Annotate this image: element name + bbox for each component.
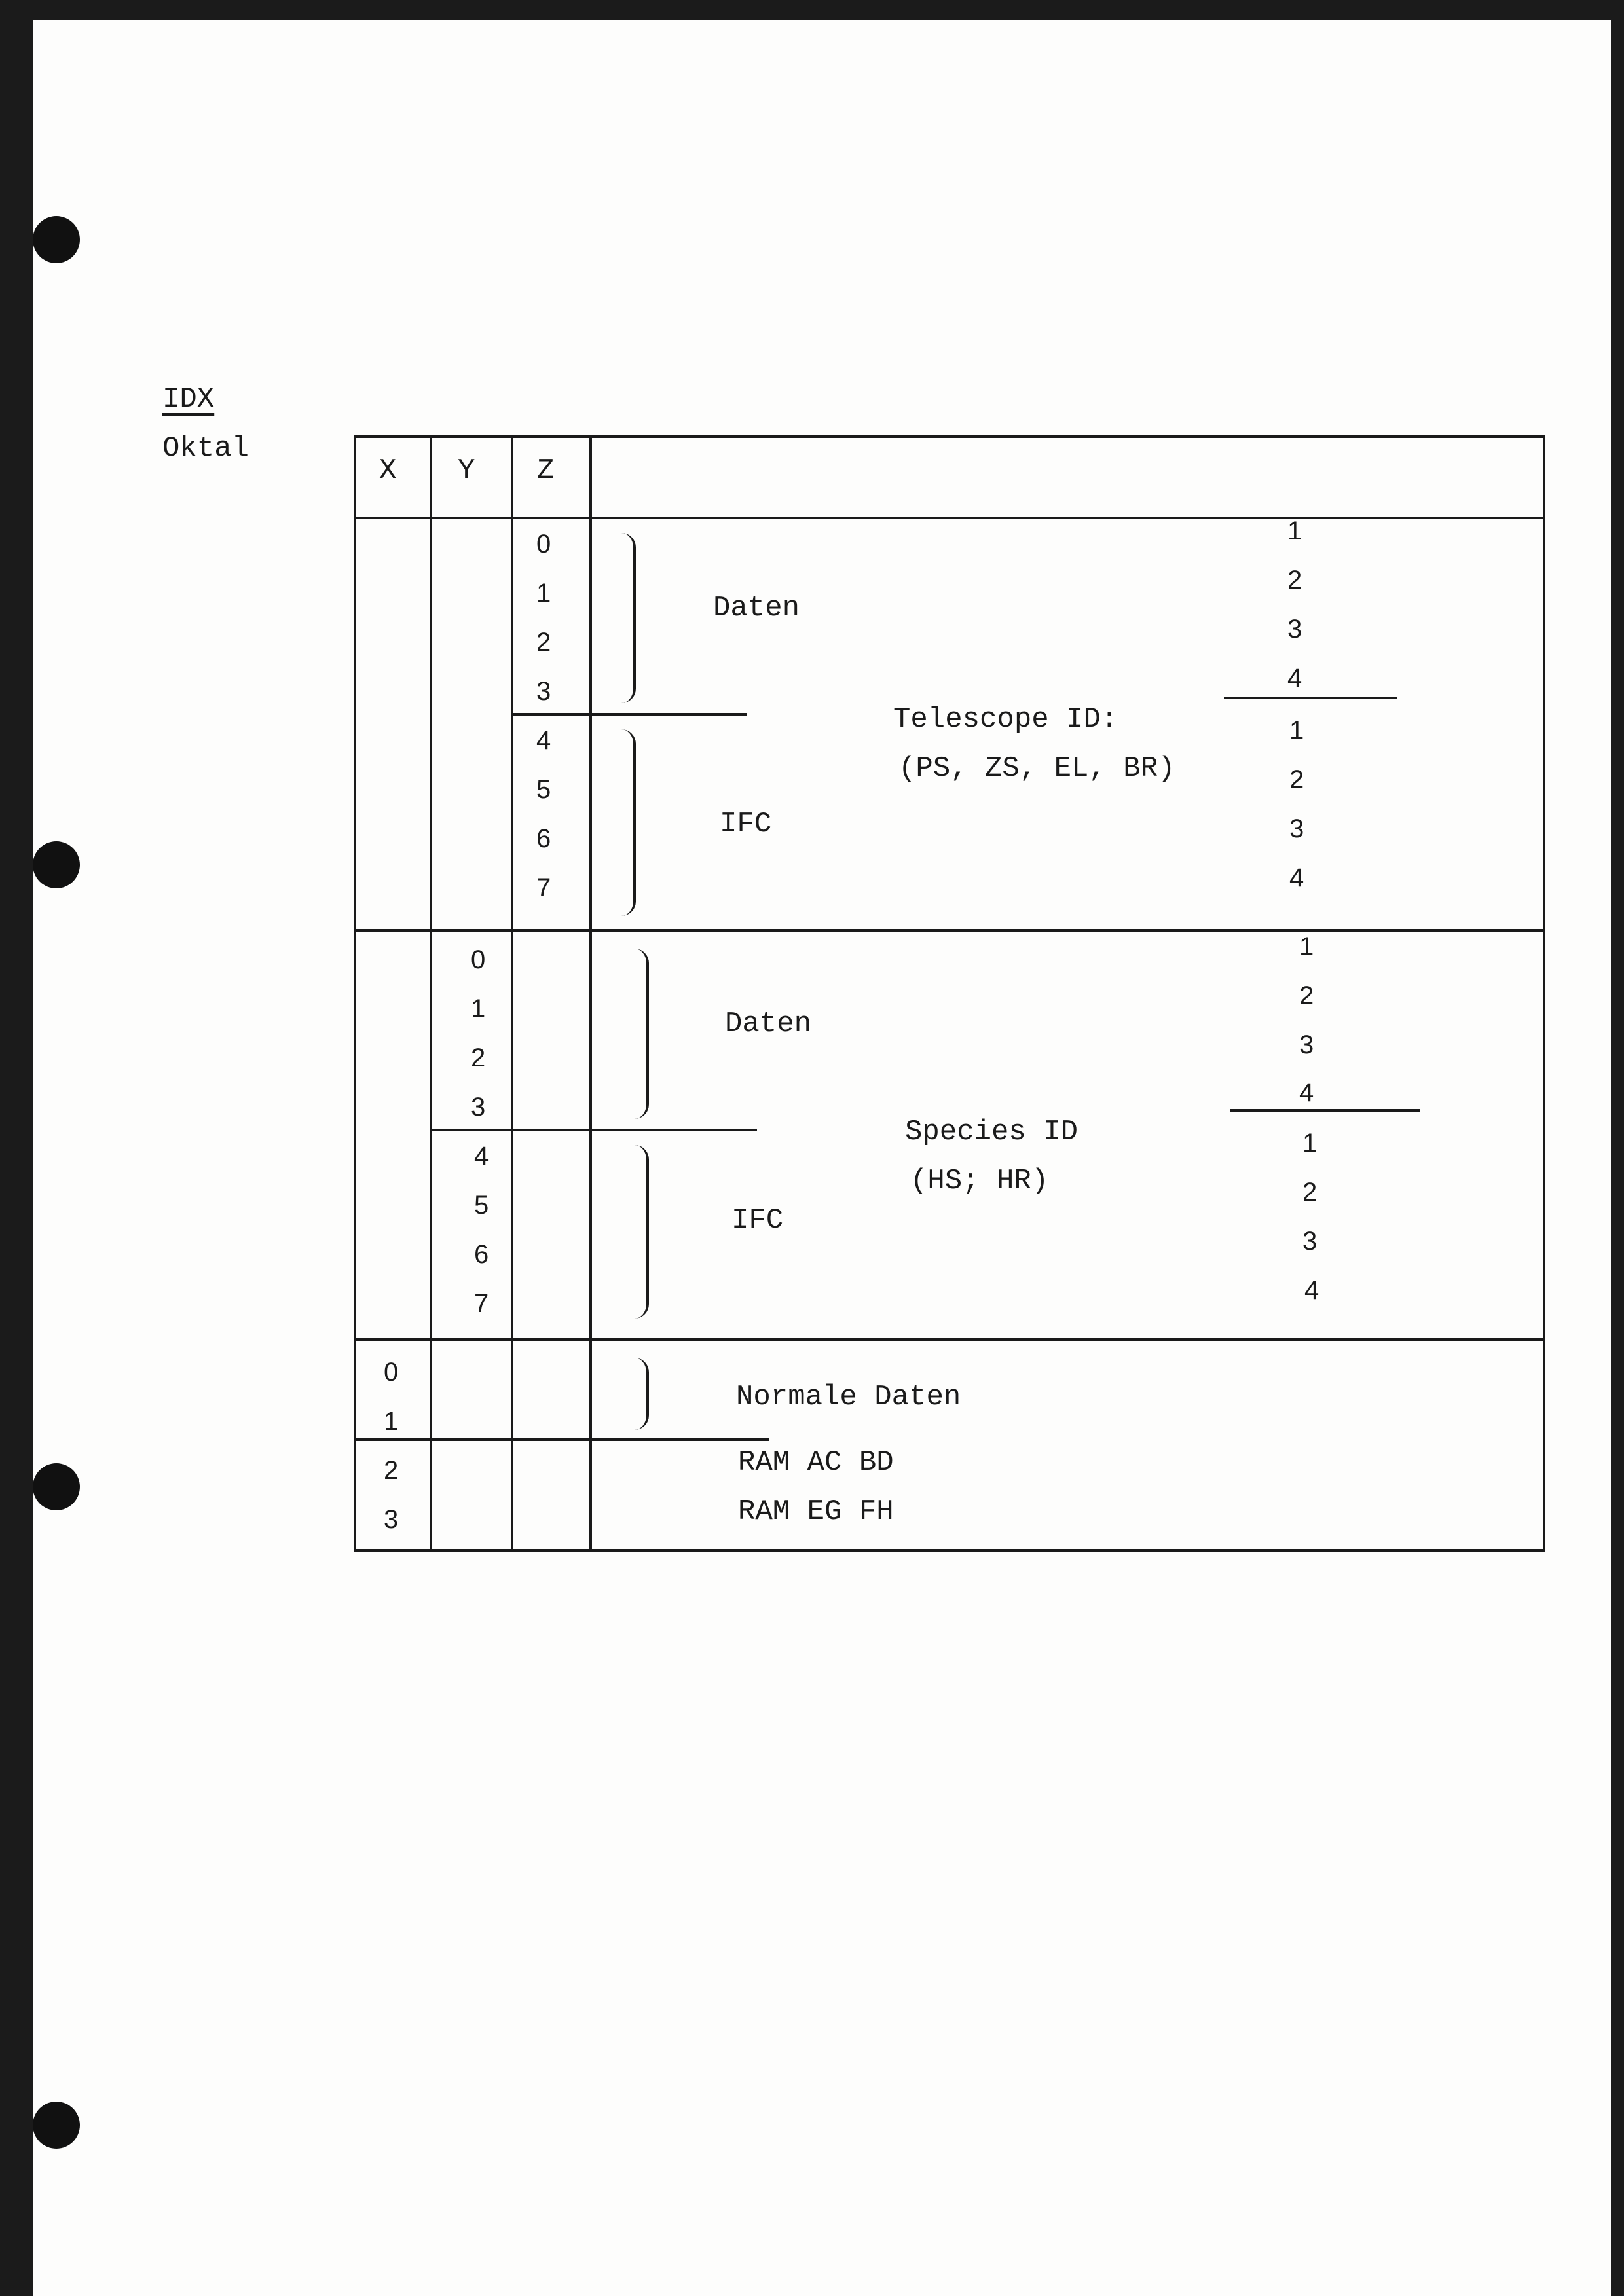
z-value: 0: [536, 530, 551, 558]
id-number: 2: [1302, 1178, 1318, 1207]
z-value: 2: [536, 628, 551, 657]
telescope-id-values: (PS, ZS, EL, BR): [898, 752, 1175, 785]
y-value: 5: [474, 1191, 489, 1220]
ifc-label: IFC: [731, 1204, 784, 1237]
column-header-z: Z: [537, 454, 555, 487]
index-table: [354, 435, 1545, 1552]
z-value: 7: [536, 873, 551, 902]
y-value: 2: [471, 1044, 486, 1072]
telescope-id-title: Telescope ID:: [893, 703, 1118, 736]
column-header-y: Y: [458, 454, 475, 487]
section-rule: [356, 929, 1543, 932]
brace: [621, 729, 636, 916]
daten-label: Daten: [713, 592, 800, 625]
y-sub-rule: [430, 1129, 757, 1131]
idx-label: IDX: [162, 383, 215, 416]
id-number: 1: [1299, 932, 1314, 961]
document-page: [33, 20, 1611, 2296]
brace: [635, 1358, 649, 1430]
col-divider-y: [511, 438, 513, 1549]
id-number: 2: [1299, 981, 1314, 1010]
x-value: 3: [384, 1505, 399, 1534]
ram-eg-fh-label: RAM EG FH: [738, 1495, 894, 1528]
id-number: 3: [1299, 1030, 1314, 1059]
species-id-values: (HS; HR): [910, 1165, 1049, 1197]
col-divider-x: [430, 438, 432, 1549]
id-number: 4: [1304, 1276, 1320, 1305]
y-value: 6: [474, 1240, 489, 1269]
x-value: 2: [384, 1456, 399, 1485]
species-id-title: Species ID: [905, 1116, 1079, 1148]
section-rule: [356, 1338, 1543, 1341]
z-value: 3: [536, 677, 551, 706]
y-value: 3: [471, 1093, 486, 1121]
id-number: 4: [1289, 864, 1304, 892]
z-value: 5: [536, 775, 551, 804]
z-value: 4: [536, 726, 551, 755]
id-number: 4: [1287, 664, 1302, 693]
x-sub-rule: [356, 1438, 769, 1441]
punch-hole: [33, 216, 80, 263]
y-value: 7: [474, 1289, 489, 1318]
z-value: 1: [536, 579, 551, 608]
y-value: 0: [471, 945, 486, 974]
id-number: 3: [1302, 1227, 1318, 1256]
id-number: 3: [1289, 814, 1304, 843]
id-divider: [1230, 1109, 1420, 1112]
header-row-rule: [356, 517, 1543, 519]
column-header-x: X: [379, 454, 397, 487]
oktal-label: Oktal: [162, 432, 249, 465]
z-sub-rule: [511, 713, 747, 716]
id-number: 3: [1287, 615, 1302, 644]
z-value: 6: [536, 824, 551, 853]
col-divider-z: [589, 438, 592, 1549]
x-value: 1: [384, 1407, 399, 1436]
ram-ac-bd-label: RAM AC BD: [738, 1446, 894, 1479]
brace: [635, 1145, 649, 1319]
daten-label: Daten: [725, 1008, 812, 1040]
punch-hole: [33, 1463, 80, 1510]
id-number: 2: [1289, 765, 1304, 794]
id-number: 2: [1287, 566, 1302, 594]
id-number: 1: [1289, 716, 1304, 745]
id-number: 1: [1287, 517, 1302, 545]
id-divider: [1224, 697, 1397, 699]
punch-hole: [33, 2102, 80, 2149]
normale-daten-label: Normale Daten: [736, 1381, 961, 1413]
id-number: 4: [1299, 1078, 1314, 1107]
brace: [635, 949, 649, 1119]
id-number: 1: [1302, 1129, 1318, 1157]
y-value: 1: [471, 994, 486, 1023]
x-value: 0: [384, 1358, 399, 1387]
punch-hole: [33, 841, 80, 888]
y-value: 4: [474, 1142, 489, 1171]
brace: [621, 533, 636, 703]
ifc-label: IFC: [720, 808, 772, 841]
